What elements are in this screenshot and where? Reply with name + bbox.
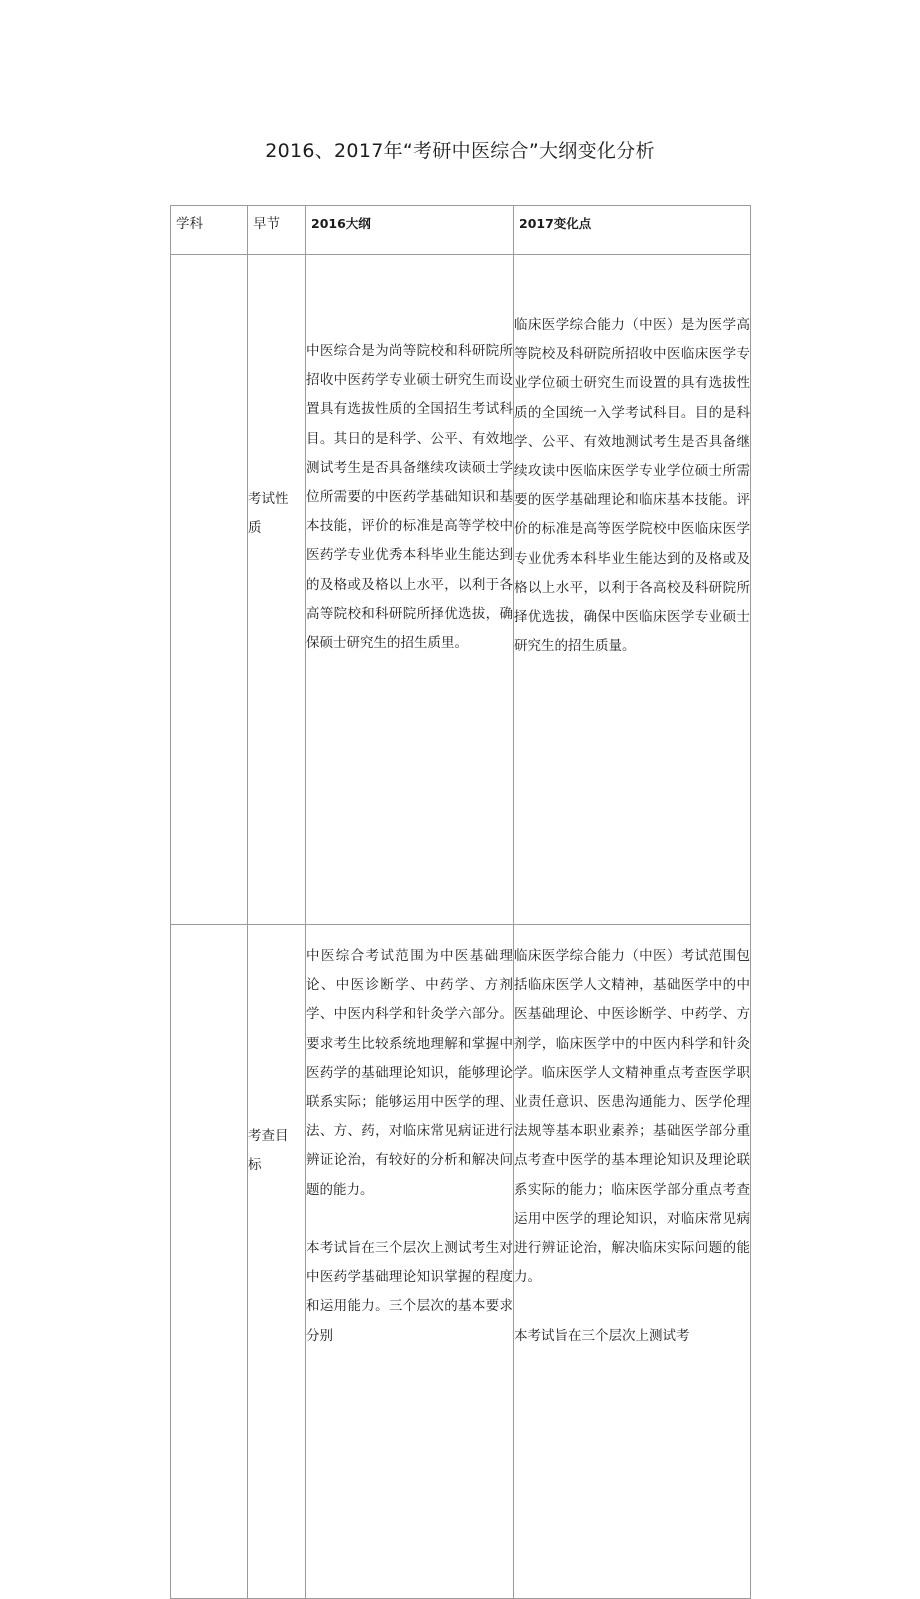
table-header-row bbox=[171, 206, 751, 255]
section-label: 考查目标 bbox=[248, 1128, 289, 1172]
row-cell-changes-2017 bbox=[514, 255, 751, 925]
table-row bbox=[171, 925, 751, 1599]
row-cell-subject bbox=[171, 925, 248, 1599]
header-cell-outline-2016 bbox=[306, 206, 514, 255]
section-label: 考试性质 bbox=[248, 491, 289, 535]
outline-2016-paragraph-2: 本考试旨在三个层次上测试考生对中医药学基础理论知识掌握的程度和运用能力。三个层次的基本要求分别 bbox=[306, 1240, 513, 1343]
header-label-outline-2016: 2016大纲 bbox=[311, 216, 371, 231]
header-cell-section bbox=[248, 206, 306, 255]
header-cell-subject bbox=[171, 206, 248, 255]
table-row bbox=[171, 255, 751, 925]
row-cell-changes-2017 bbox=[514, 925, 751, 1599]
changes-2017-paragraph-2: 本考试旨在三个层次上测试考 bbox=[514, 1327, 690, 1343]
header-cell-changes-2017 bbox=[514, 206, 751, 255]
row-cell-section bbox=[248, 925, 306, 1599]
syllabus-comparison-table bbox=[170, 205, 751, 1599]
header-label-subject: 学科 bbox=[176, 216, 203, 231]
outline-2016-paragraph: 中医综合是为尚等院校和科研院所招收中医药学专业硕士研究生而设置具有选拔性质的全国招生考试科目。其日的是科学、公平、有效地测试考生是否具备继续攻读硕士学位所需要的中医药学基础知识和基本技能，评价的标准是高等学校中医药学专业优秀本科毕业生能达到的及格或及格以上水平，以利于各高等院校和科研院所择优选拔，确保硕士研究生的招生质里。 bbox=[306, 343, 513, 651]
row-cell-outline-2016 bbox=[306, 255, 514, 925]
changes-2017-paragraph: 临床医学综合能力（中医）是为医学高等院校及科研院所招收中医临床医学专业学位硕士研究生而设置的具有选拔性质的全国统一入学考试科目。目的是科学、公平、有效地测试考生是否具备继续攻读中医临床医学专业学位硕士所需要的医学基础理论和临床基本技能。评价的标准是高等医学院校中医临床医学专业优秀本科毕业生能达到的及格或及格以上水平，以利于各高校及科研院所择优选拔，确保中医临床医学专业硕士研究生的招生质量。 bbox=[514, 317, 750, 654]
outline-2016-paragraph-1: 中医综合考试范围为中医基础理论、中医诊断学、中药学、方剂学、中医内科学和针灸学六部分。要求考生比较系统地理解和掌握中医药学的基础理论知识，能够理论联系实际；能够运用中医学的理、法、方、药，对临床常见病证进行辨证论治，有较好的分析和解决问题的能力。 bbox=[306, 948, 513, 1197]
row-cell-section bbox=[248, 255, 306, 925]
header-label-changes-2017: 2017变化点 bbox=[519, 216, 592, 231]
row-cell-outline-2016 bbox=[306, 925, 514, 1599]
changes-2017-paragraph-1: 临床医学综合能力（中医）考试范围包括临床医学人文精神，基础医学中的中医基础理论、中医诊断学、中药学、方剂学，临床医学中的中医内科学和针灸学。临床医学人文精神重点考查医学职业责任意识、医患沟通能力、医学伦理法规等基本职业素养；基础医学部分重点考查中医学的基本理论知识及理论联系实际的能力；临床医学部分重点考查运用中医学的理论知识，对临床常见病进行辨证论治，解决临床实际问题的能力。 bbox=[514, 948, 750, 1285]
header-label-section: 早节 bbox=[253, 216, 280, 231]
row-cell-subject bbox=[171, 255, 248, 925]
page-title: 2016、2017年“考研中医综合”大纲变化分析 bbox=[265, 140, 655, 162]
